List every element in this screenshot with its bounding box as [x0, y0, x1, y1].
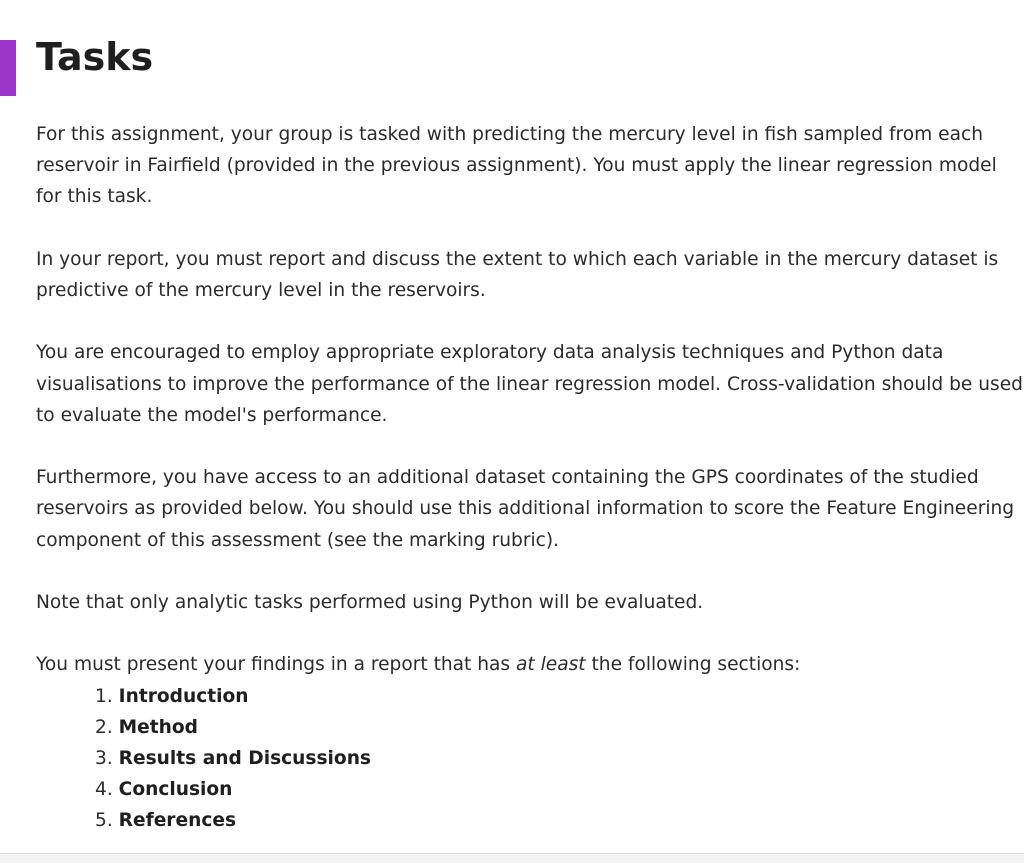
sections-intro-text-end: the following sections:	[585, 654, 801, 676]
list-item	[95, 774, 1024, 805]
list-item-number: 5.	[95, 810, 113, 832]
list-item-number: 1.	[95, 685, 113, 707]
paragraph-sections-intro	[36, 649, 1024, 680]
page-title: Tasks	[36, 35, 154, 79]
bottom-scroll-edge	[0, 853, 1024, 863]
list-item	[95, 743, 1024, 774]
list-item-number: 3.	[95, 747, 113, 769]
title-accent-bar	[0, 40, 16, 96]
required-sections-list	[36, 681, 1024, 837]
list-item	[95, 805, 1024, 836]
task-description	[36, 119, 1024, 837]
sections-intro-text: You must present your findings in a report that has	[36, 654, 517, 676]
list-item-label: Method	[118, 716, 198, 738]
sections-intro-emphasis: at least	[516, 654, 586, 676]
paragraph-eda-guidance: You are encouraged to employ appropriate exploratory data analysis techniques and Python data visualisations to improve the performance of the linear regression model. Cross-validation should be used to evaluate the model's performance.	[36, 342, 1023, 426]
list-item-number: 2.	[95, 716, 113, 738]
paragraph-python-note: Note that only analytic tasks performed using Python will be evaluated.	[36, 591, 704, 613]
paragraph-report-requirement: In your report, you must report and discuss the extent to which each variable in the mercury dataset is predictive of the mercury level in the reservoirs.	[36, 248, 999, 301]
paragraph-assignment-overview: For this assignment, your group is tasked with predicting the mercury level in fish sampled from each reservoir in Fairfield (provided in the previous assignment). You must apply the linear regression model for this task.	[36, 124, 997, 208]
list-item	[95, 681, 1024, 712]
list-item-number: 4.	[95, 779, 113, 801]
list-item-label: Results and Discussions	[118, 747, 371, 769]
list-item	[95, 712, 1024, 743]
list-item-label: References	[118, 810, 237, 832]
list-item-label: Introduction	[118, 685, 249, 707]
paragraph-feature-engineering: Furthermore, you have access to an additional dataset containing the GPS coordinates of the studied reservoirs as provided below. You should use this additional information to score the Feature Engineering component of this assessment (see the marking rubric).	[36, 467, 1015, 551]
list-item-label: Conclusion	[118, 779, 233, 801]
